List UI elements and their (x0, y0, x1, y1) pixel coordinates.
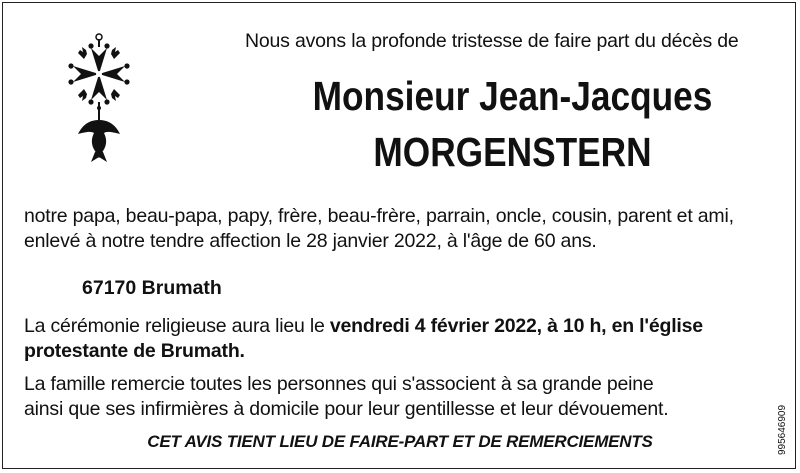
ceremony-prefix: La cérémonie religieuse aura lieu le (24, 315, 330, 337)
relationship-line1: notre papa, beau-papa, papy, frère, beau-frère, parrain, oncle, cousin, parent et ami, (24, 205, 734, 227)
intro-text: Nous avons la profonde tristesse de faire part du décès de (245, 30, 739, 52)
relationship-line2: enlevé à notre tendre affection le 28 janvier 2022, à l'âge de 60 ans. (24, 230, 597, 252)
ceremony-details: vendredi 4 février 2022, à 10 h, en l'église (329, 315, 703, 337)
footer-notice: CET AVIS TIENT LIEU DE FAIRE-PART ET DE REMERCIEMENTS (147, 432, 653, 451)
huguenot-cross-icon (58, 28, 140, 168)
deceased-name-line2: MORGENSTERN (373, 129, 652, 175)
thanks-line2: ainsi que ses infirmières à domicile pour leur gentillesse et leur dévouement. (24, 398, 669, 420)
town-label: 67170 Brumath (82, 277, 222, 299)
ceremony-line2: protestante de Brumath. (24, 340, 245, 362)
deceased-name-line1: Monsieur Jean-Jacques (312, 73, 713, 119)
reference-number: 995646909 (777, 404, 788, 455)
ceremony-line1 (24, 314, 703, 339)
thanks-line1: La famille remercie toutes les personnes qui s'associent à sa grande peine (24, 373, 654, 395)
